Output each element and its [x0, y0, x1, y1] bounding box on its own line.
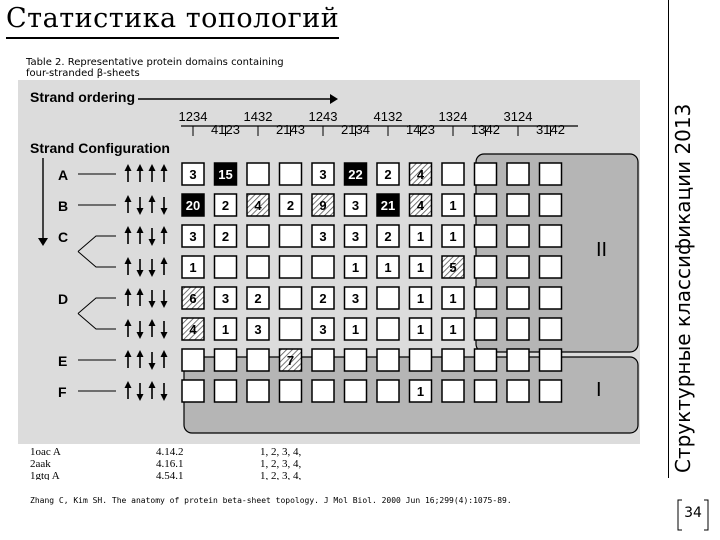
cell-count: 2	[384, 167, 392, 182]
page-number: 34	[684, 505, 702, 521]
strand-up-arrow-icon	[149, 164, 156, 171]
bottom-row-2-name: 2aak	[30, 458, 51, 470]
cell-count: 21	[380, 198, 396, 213]
table-cell	[377, 349, 399, 371]
slide-title: Статистика топологий	[6, 2, 339, 39]
caption-line-2: four-stranded β-sheets	[26, 68, 140, 79]
cell-count: 3	[351, 229, 360, 244]
bottom-row-2-class: 4.16.1	[156, 458, 184, 470]
table-cell	[442, 380, 464, 402]
strand-up-arrow-icon	[125, 257, 132, 264]
cell-count: 1	[416, 291, 425, 306]
table-cell	[280, 163, 302, 185]
cell-count: 1	[416, 322, 425, 337]
row-label: D	[58, 291, 69, 307]
ordering-label-top: 1243	[308, 109, 338, 124]
table-cell	[507, 163, 529, 185]
bottom-row-3-name: 1gtq A	[30, 470, 60, 480]
side-title: Структурные классификации 2013	[671, 103, 695, 473]
table-cell	[475, 349, 497, 371]
table-bottom-rows	[30, 444, 650, 480]
cell-count: 3	[254, 322, 262, 337]
row-branch-connector	[78, 298, 116, 314]
row-label: C	[58, 229, 69, 245]
table-cell	[215, 380, 237, 402]
cell-count: 4	[416, 198, 425, 213]
cell-count: 5	[449, 260, 457, 275]
strand-up-arrow-icon	[137, 350, 144, 357]
table-cell	[182, 380, 204, 402]
strand-down-arrow-icon	[149, 301, 156, 308]
cell-count: 2	[254, 291, 262, 306]
table-cell	[312, 256, 334, 278]
cell-count: 2	[221, 198, 230, 213]
topology-table	[18, 52, 640, 444]
strand-down-arrow-icon	[149, 363, 156, 370]
table-cell	[280, 256, 302, 278]
table-cell	[345, 380, 367, 402]
table-cell	[475, 287, 497, 309]
table-cell	[280, 380, 302, 402]
table-cell	[442, 163, 464, 185]
ordering-label-bottom: 1342	[471, 122, 500, 137]
table-cell	[475, 163, 497, 185]
table-cell	[377, 287, 399, 309]
table-cell	[475, 256, 497, 278]
ordering-label-top: 3124	[503, 109, 533, 124]
ordering-label-bottom: 2134	[341, 122, 370, 137]
row-label: A	[58, 167, 69, 183]
strand-up-arrow-icon	[137, 288, 144, 295]
ordering-label-top: 1432	[243, 109, 273, 124]
cell-count: 3	[189, 229, 197, 244]
cell-count: 2	[384, 229, 392, 244]
strand-up-arrow-icon	[149, 319, 156, 326]
table-cell	[442, 349, 464, 371]
table-cell	[540, 194, 562, 216]
table-cell	[280, 287, 302, 309]
cell-count: 1	[449, 198, 457, 213]
table-cell	[215, 256, 237, 278]
table-cell	[475, 380, 497, 402]
cell-count: 6	[189, 291, 197, 306]
table-cell	[280, 225, 302, 247]
ordering-label-bottom: 3142	[536, 122, 565, 137]
strand-down-arrow-icon	[161, 394, 168, 401]
cell-count: 1	[449, 322, 457, 337]
cell-count: 1	[449, 291, 457, 306]
cell-count: 2	[221, 229, 230, 244]
cell-count: 4	[254, 198, 262, 213]
strand-config-arrowhead-icon	[38, 238, 48, 246]
strand-down-arrow-icon	[137, 332, 144, 339]
strand-up-arrow-icon	[161, 350, 168, 357]
cell-count: 1	[351, 260, 360, 275]
bottom-row-3-class: 4.54.1	[156, 470, 184, 480]
table-cell	[312, 349, 334, 371]
cell-count: 4	[189, 322, 197, 337]
table-cell	[280, 318, 302, 340]
cell-count: 7	[286, 353, 295, 368]
strand-ordering-arrowhead-icon	[330, 94, 338, 104]
strand-down-arrow-icon	[149, 270, 156, 277]
table-cell	[182, 349, 204, 371]
table-cell	[507, 318, 529, 340]
cell-count: 4	[416, 167, 425, 182]
caption-line-1: Table 2. Representative protein domains containing	[26, 57, 284, 68]
table-cell	[215, 349, 237, 371]
region-ii-label: II	[596, 239, 608, 261]
table-cell	[540, 318, 562, 340]
page-number-box	[676, 498, 710, 532]
strand-up-arrow-icon	[125, 226, 132, 233]
strand-up-arrow-icon	[149, 195, 156, 202]
cell-count: 9	[319, 198, 327, 213]
region-i-label: I	[596, 379, 602, 401]
cell-count: 3	[319, 229, 327, 244]
strand-up-arrow-icon	[137, 226, 144, 233]
strand-up-arrow-icon	[161, 164, 168, 171]
cell-count: 1	[221, 322, 230, 337]
table-cell	[540, 380, 562, 402]
strand-up-arrow-icon	[125, 195, 132, 202]
table-cell	[475, 225, 497, 247]
table-cell	[507, 225, 529, 247]
strand-down-arrow-icon	[137, 208, 144, 215]
strand-up-arrow-icon	[125, 319, 132, 326]
cell-count: 1	[416, 260, 425, 275]
cell-count: 2	[319, 291, 327, 306]
row-label: F	[58, 384, 67, 400]
table-cell	[247, 380, 269, 402]
ordering-label-top: 4132	[373, 109, 403, 124]
table-cell	[507, 380, 529, 402]
row-branch-connector	[78, 236, 116, 252]
table-cell	[507, 287, 529, 309]
cell-count: 3	[319, 322, 327, 337]
cell-count: 3	[351, 198, 360, 213]
table-cell	[475, 194, 497, 216]
table-cell	[475, 318, 497, 340]
cell-count: 15	[218, 167, 233, 182]
strand-up-arrow-icon	[125, 381, 132, 388]
table-cell	[377, 318, 399, 340]
ordering-label-top: 1324	[438, 109, 468, 124]
strand-up-arrow-icon	[161, 257, 168, 264]
table-cell	[410, 349, 432, 371]
strand-up-arrow-icon	[125, 350, 132, 357]
table-cell	[507, 256, 529, 278]
row-label: B	[58, 198, 69, 214]
cell-count: 1	[189, 260, 197, 275]
row-label: E	[58, 353, 68, 369]
strand-down-arrow-icon	[161, 332, 168, 339]
strand-down-arrow-icon	[161, 208, 168, 215]
strand-down-arrow-icon	[149, 239, 156, 246]
bottom-row-2-strands: 1, 2, 3, 4,	[260, 458, 302, 470]
ordering-label-bottom: 4123	[211, 122, 240, 137]
strand-down-arrow-icon	[137, 394, 144, 401]
strand-down-arrow-icon	[137, 270, 144, 277]
table-cell	[247, 163, 269, 185]
table-cell	[540, 287, 562, 309]
strand-up-arrow-icon	[149, 381, 156, 388]
cell-count: 3	[319, 167, 327, 182]
ordering-label-bottom: 1423	[406, 122, 435, 137]
cell-count: 3	[189, 167, 197, 182]
row-branch-connector	[78, 252, 116, 268]
strand-up-arrow-icon	[125, 288, 132, 295]
cell-count: 1	[416, 384, 425, 399]
table-cell	[507, 349, 529, 371]
cell-count: 1	[449, 229, 457, 244]
table-cell	[312, 380, 334, 402]
strand-configuration-label: Strand Configuration	[30, 140, 170, 156]
cell-count: 1	[384, 260, 392, 275]
cell-count: 22	[348, 167, 363, 182]
bottom-row-1-name: 1oac A	[30, 446, 61, 458]
strand-up-arrow-icon	[161, 226, 168, 233]
bottom-row-3-strands: 1, 2, 3, 4,	[260, 470, 302, 480]
table-cell	[540, 225, 562, 247]
cell-count: 1	[351, 322, 360, 337]
strand-down-arrow-icon	[161, 301, 168, 308]
strand-up-arrow-icon	[125, 164, 132, 171]
table-cell	[377, 380, 399, 402]
table-cell	[345, 349, 367, 371]
row-branch-connector	[78, 314, 116, 330]
citation: Zhang C, Kim SH. The anatomy of protein beta-sheet topology. J Mol Biol. 2000 Jun 16;299(4):1075-89.	[30, 496, 512, 505]
table-figure	[18, 52, 640, 444]
bottom-row-1-class: 4.14.2	[156, 446, 184, 458]
cell-count: 2	[286, 198, 295, 213]
table-cell	[540, 163, 562, 185]
table-cell	[247, 256, 269, 278]
bottom-row-1-strands: 1, 2, 3, 4,	[260, 446, 302, 458]
cell-count: 3	[351, 291, 360, 306]
ordering-label-top: 1234	[178, 109, 208, 124]
cell-count: 1	[416, 229, 425, 244]
ordering-label-bottom: 2143	[276, 122, 305, 137]
cell-count: 20	[185, 198, 201, 213]
table-cell	[540, 256, 562, 278]
table-cell	[247, 349, 269, 371]
cell-count: 3	[221, 291, 230, 306]
table-cell	[507, 194, 529, 216]
strand-up-arrow-icon	[137, 164, 144, 171]
strand-ordering-label: Strand ordering	[30, 89, 136, 105]
table-cell	[247, 225, 269, 247]
table-cell	[540, 349, 562, 371]
